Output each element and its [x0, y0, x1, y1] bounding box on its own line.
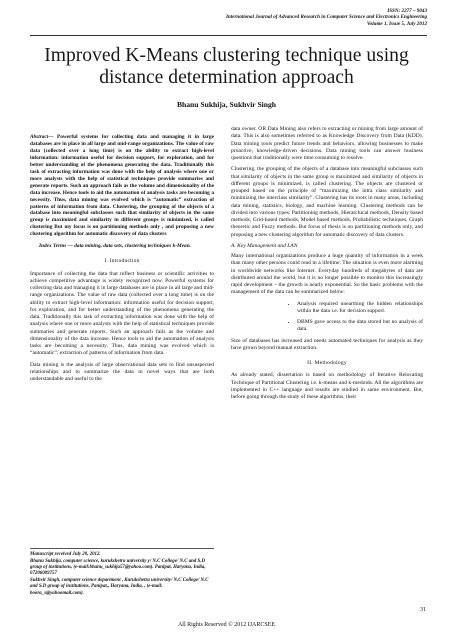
subsection-heading-key-management: A. Key Management and LAN	[231, 242, 298, 249]
section-heading-introduction: I. Introduction	[104, 258, 140, 265]
issn: ISSN: 2277 – 9043	[387, 8, 427, 14]
page-number: 31	[420, 607, 426, 613]
right-paragraph-1: data owner. OR Data Mining also refers to extracting or mining from large amount of data. This is also sometimes referred to as Knowledge Discovery from Data (KDD). Data mining tools predict future trends and behaviors, allowing businesses to make proactive, knowledge-driven decisions. Data mining tools can answer business questions that traditionally were time consuming to resolve.	[231, 126, 423, 161]
list-item: • Analysis required unearthing the hidden relationships within the data i.e. for decision support.	[297, 301, 423, 316]
page-footer: All Rights Reserved © 2012 IJARCSEE	[177, 622, 276, 628]
index-terms-text: — data mining, data sets, clustering techniques k-Mean.	[66, 243, 191, 250]
left-column	[30, 134, 214, 387]
journal-name: International Journal of Advanced Research in Computer Science and Electronics Engineering	[225, 14, 427, 21]
volume-info: Volume 1, Issue 5, July 2012	[366, 20, 427, 27]
right-paragraph-2: Clustering, the grouping of the objects of a database into meaningful subclasses such that similarity of objects in the same group is maximized and similarity of objects in different groups is minimized, is called clustering. The objects are clustered or grouped based on the principle of “maximizing the intra class similarity and minimizing the interclass similarity”. Clustering has its roots in many areas, including data mining, statistics, biology, and machine learning. Clustering methods can be divided into various types: Partitioning methods, Hierarchical methods, Density based methods, Grid-based methods, Model based methods, Probabilistic techniques, Graph theoretic and Fuzzy methods. But focus of thesis is on partitioning methods only, and proposing a new clustering algorithm for automatic discovery of data clusters.	[231, 166, 423, 238]
abstract	[30, 134, 214, 238]
right-paragraph-5: As already stated, dissertation is based on methodology of Iterative Relocating Technique of Partitional Clustering i.e. k-means and k-medoids. All the algorithms are implemented in C++ language and results are studied in same environment. But, before going through the study of these algorithms, their	[231, 372, 423, 400]
footnote-author-2: Sukhvir Singh, computer science department , Kurukshetra university/ N.C College/ N.C and S.D group of institutions, Panipat,, Haryana, India, , (e-mail: boora_s@yahoomail.com).	[30, 578, 209, 596]
index-terms	[30, 243, 214, 250]
right-column	[231, 126, 423, 405]
intro-paragraph-1: Importance of collecting the data that reflect business or scientific activities to achieve competitive advantage is widely recognized now. Powerful systems for collecting data and managing it in large databases are in place in all large and mid-range organizations. The value of raw data (collected over a long time) is on the ability to extract high-level information: information useful for decision support, for exploration, and for better understanding of the phenomena generating the data. Traditionally this task of extracting information was done with the help of analysis where one or more analysts with the help of statistical techniques provide summaries and generate reports. Such an approach fails as the volume and dimensionality of the data increase. Hence tools to aid the automation of analysis tasks are becoming a necessity. Thus, data mining was evolved which is “automatic”: extraction of patterns of information from data.	[30, 270, 214, 357]
paper-authors: Bhanu Sukhija, Sukhvir Singh	[176, 100, 277, 109]
footnote-received: Manuscript received July 20, 2012.	[30, 552, 101, 557]
intro-paragraph-2: Data mining is the analysis of large observational data sets to find unsuspected relationships and to summarize the data in novel ways that are both understandable and useful to the	[30, 361, 214, 382]
abstract-text: — Powerful systems for collecting data and managing it in large databases are in place in all large and mid-range organizations. The value of raw data (collected over a long time) is on the ability to extract high-level information: information useful for decision support, for exploration, and for better understanding of the phenomena generating the data. Traditionally this task of extracting information was done with the help of analysis where one or more analysts with the help of statistical techniques provide summaries and generate reports. Such an approach fails as the volume and dimensionality of the data increase. Hence tools to aid the automation of analysis tasks are becoming a necessity. Thus, data mining was evolved which is “automatic” extraction of patterns of information from data. Clustering, the grouping of the objects of a database into meaningful subclasses such that similarity of objects in the same group is maximized and similarity in different groups is minimized, is called clustering But my focus is on partitioning methods only , and proposing a new clustering algorithm for automatic discovery of data clusters	[30, 134, 214, 238]
footnote-author-1: Bhanu Sukhija, computer science, kurukshetra university y/ N.C College/ N.C and S.D group of institutions, (e-mail:bhanu_sukhija57@yahoo.com). Panipat, Haryana, India, 07206009757	[30, 559, 206, 577]
index-terms-label: Index Terms	[39, 243, 67, 250]
paper-title: Improved K-Means clustering technique using distance determination approach	[44, 45, 409, 88]
right-paragraph-3: Many international organizations produce a huge quantity of information in a week than many other persons could read in a lifetime. The situation is even more alarming in worldwide networks like Internet. Everyday hundreds of megabytes of data are distributed around the world, but it is no longer possible to monitor this increasingly rapid development – the growth is nearly exponential. So the basic problems with the management of the data can be summarized below:	[231, 253, 423, 296]
abstract-label: Abstract	[30, 134, 49, 140]
journal-header	[127, 8, 427, 27]
header-rule	[30, 35, 427, 36]
right-paragraph-4: Size of databases has increased and needs automated techniques for analysis as they have grown beyond manual extraction.	[231, 337, 423, 351]
list-item: • DBMS gave access to the data stored but no analysis of data.	[297, 319, 423, 334]
footnotes	[30, 548, 214, 598]
section-heading-methodology: II. Methodology	[307, 360, 347, 366]
problem-list	[231, 301, 423, 334]
